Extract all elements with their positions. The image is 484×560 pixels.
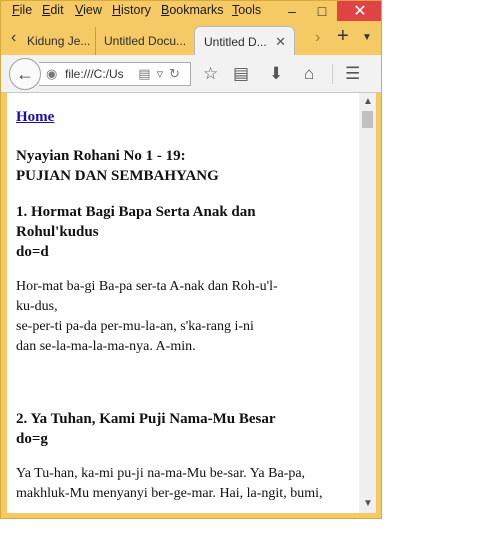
page-title bbox=[16, 146, 351, 186]
lyric-line: Ya Tu-han, ka-mi pu-ji na-ma-Mu be-sar. Ya Ba-pa, bbox=[16, 466, 306, 481]
maximize-button[interactable]: □ bbox=[317, 3, 327, 19]
home-link[interactable]: Home bbox=[16, 109, 55, 125]
lyric-line: se-per-ti pa-da per-mu-la-an, s'ka-rang i-ni bbox=[16, 319, 254, 334]
lyric-line: Hor-mat ba-gi Ba-pa ser-ta A-nak dan Roh-u'l- bbox=[16, 279, 278, 294]
scroll-down-icon[interactable]: ▼ bbox=[363, 498, 373, 509]
menu-bookmarks[interactable]: Bookmarks bbox=[161, 3, 224, 17]
back-button[interactable] bbox=[9, 58, 41, 90]
close-window-button[interactable]: ✕ bbox=[337, 1, 382, 21]
tab-label: Untitled D... bbox=[204, 34, 267, 49]
bookmark-star-icon[interactable]: ☆ bbox=[203, 64, 219, 83]
url-bar[interactable] bbox=[39, 62, 191, 86]
tab-label: Kidung Je... bbox=[27, 34, 91, 48]
tab-kidung[interactable] bbox=[25, 27, 95, 55]
song2-lyrics bbox=[16, 464, 351, 504]
song1-title-line2: Rohul'kudus bbox=[16, 224, 99, 240]
lyric-line: ku-dus, bbox=[16, 299, 58, 314]
close-tab-icon[interactable]: ✕ bbox=[275, 33, 286, 49]
song1-key: do=d bbox=[16, 244, 49, 260]
downloads-icon[interactable]: ⬇ bbox=[269, 64, 284, 83]
menubar bbox=[1, 1, 381, 21]
minimize-button[interactable]: – bbox=[288, 3, 296, 19]
page-content bbox=[7, 93, 376, 513]
song1-heading bbox=[16, 202, 351, 262]
new-tab-icon[interactable]: + bbox=[337, 25, 349, 47]
menu-file[interactable]: File bbox=[12, 3, 33, 17]
lyric-line: dan se-la-ma-la-ma-nya. A-min. bbox=[16, 339, 196, 354]
globe-icon: ◉ bbox=[46, 66, 58, 81]
toolbar-separator bbox=[332, 64, 333, 84]
scroll-up-icon[interactable]: ▲ bbox=[363, 96, 373, 107]
menu-hamburger-icon[interactable]: ☰ bbox=[345, 64, 361, 83]
tab-label: Untitled Docu... bbox=[104, 34, 187, 48]
home-icon[interactable]: ⌂ bbox=[304, 64, 315, 83]
url-text[interactable]: file:///C:/Us bbox=[65, 67, 124, 81]
navigation-toolbar bbox=[1, 55, 381, 93]
lyric-line: makhluk-Mu menyanyi ber-ge-mar. Hai, la-ngit, bumi, bbox=[16, 486, 323, 501]
reload-icon[interactable]: ↻ bbox=[169, 66, 186, 81]
song2-key: do=g bbox=[16, 431, 48, 447]
song2-title: 2. Ya Tuhan, Kami Puji Nama-Mu Besar bbox=[16, 411, 276, 427]
tabs-scroll-left-icon[interactable]: ‹ bbox=[11, 29, 17, 46]
menu-history[interactable]: History bbox=[112, 3, 151, 17]
page-title-line2: PUJIAN DAN SEMBAHYANG bbox=[16, 168, 219, 184]
tab-bar bbox=[1, 23, 381, 55]
tab-untitled-document[interactable] bbox=[95, 27, 193, 55]
bookmarks-list-icon[interactable]: ▤ bbox=[233, 64, 250, 83]
tab-list-dropdown-icon[interactable]: ▼ bbox=[362, 32, 372, 43]
menu-tools[interactable]: Tools bbox=[232, 3, 262, 17]
tabs-scroll-right-icon[interactable]: › bbox=[315, 29, 321, 46]
song2-heading bbox=[16, 409, 351, 449]
reader-view-icon[interactable]: ▤ bbox=[138, 66, 157, 81]
back-arrow-icon: ← bbox=[16, 63, 34, 84]
tab-untitled-active[interactable] bbox=[194, 26, 295, 56]
page-title-line1: Nyayian Rohani No 1 - 19: bbox=[16, 148, 186, 164]
song1-lyrics bbox=[16, 277, 351, 357]
menu-view[interactable]: View bbox=[75, 3, 102, 17]
scrollbar-thumb[interactable] bbox=[362, 111, 373, 128]
vertical-scrollbar[interactable] bbox=[359, 93, 376, 513]
song1-title-line1: 1. Hormat Bagi Bapa Serta Anak dan bbox=[16, 204, 256, 220]
url-dropdown-icon[interactable]: ▿ bbox=[156, 66, 170, 81]
menu-edit[interactable]: Edit bbox=[42, 3, 64, 17]
document bbox=[16, 109, 351, 504]
